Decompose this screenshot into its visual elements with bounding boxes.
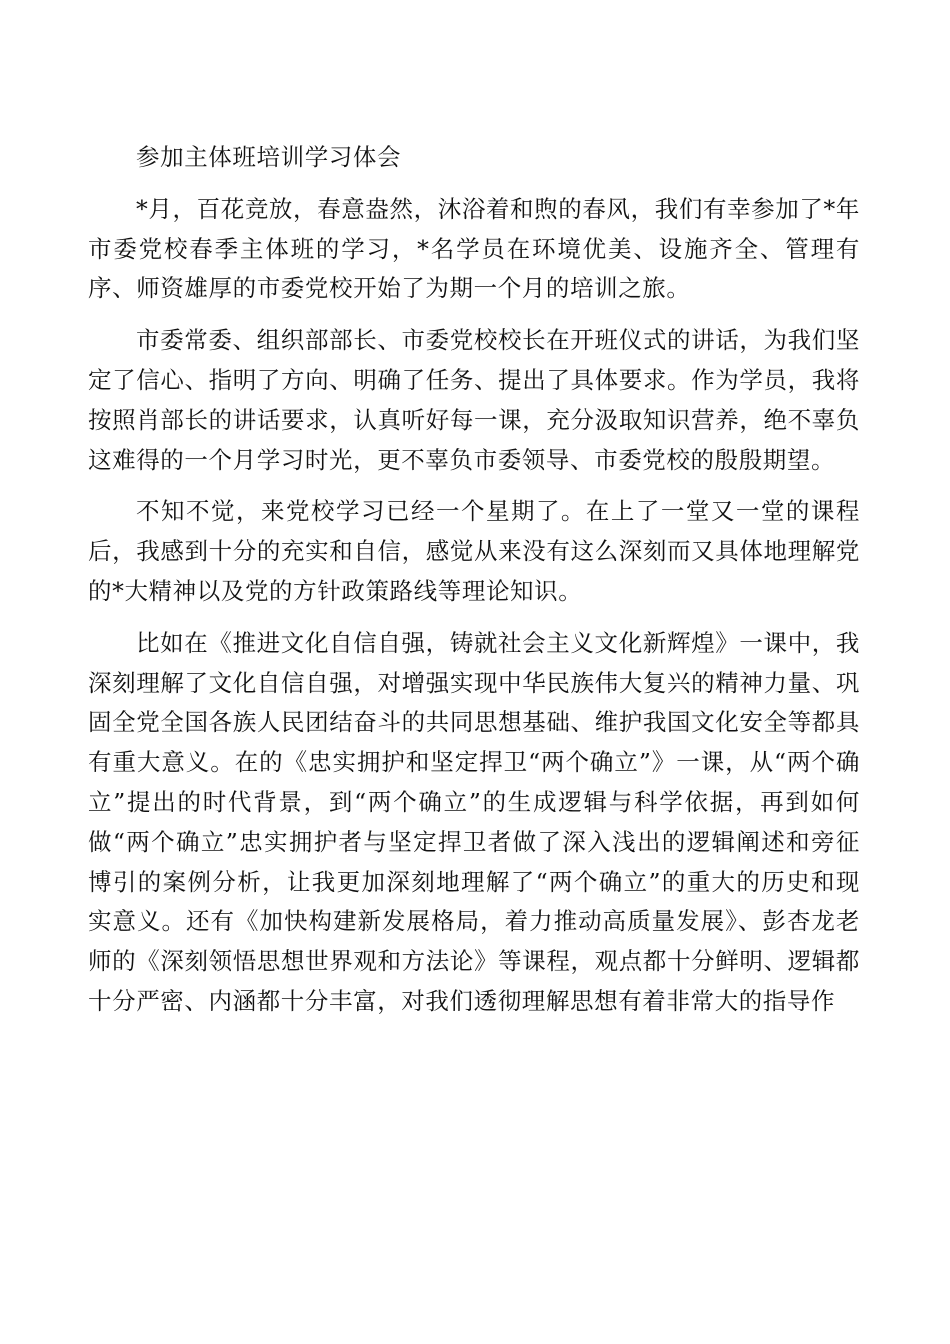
document-page bbox=[88, 138, 860, 1034]
paragraph-1: *月，百花竞放，春意盎然，沐浴着和煦的春风，我们有幸参加了*年市委党校春季主体班的学习，*名学员在环境优美、设施齐全、管理有序、师资雄厚的市委党校开始了为期一个月的培训之旅。 bbox=[88, 194, 860, 303]
paragraph-2: 市委常委、组织部部长、市委党校校长在开班仪式的讲话，为我们坚定了信心、指明了方向、明确了任务、提出了具体要求。作为学员，我将按照肖部长的讲话要求，认真听好每一课，充分汲取知识营养，绝不辜负这难得的一个月学习时光，更不辜负市委领导、市委党校的殷殷期望。 bbox=[88, 326, 860, 474]
paragraph-4: 比如在《推进文化自信自强，铸就社会主义文化新辉煌》一课中，我深刻理解了文化自信自强，对增强实现中华民族伟大复兴的精神力量、巩固全党全国各族人民团结奋斗的共同思想基础、维护我国文化安全等都具有重大意义。在的《忠实拥护和坚定捍卫“两个确立”》一课，从“两个确立”提出的时代背景，到“两个确立”的生成逻辑与科学依据，再到如何做“两个确立”忠实拥护者与坚定捍卫者做了深入浅出的逻辑阐述和旁征博引的案例分析，让我更加深刻地理解了“两个确立”的重大的历史和现实意义。还有《加快构建新发展格局，着力推动高质量发展》、彭杏龙老师的《深刻领悟思想世界观和方法论》等课程，观点都十分鲜明、逻辑都十分严密、内涵都十分丰富，对我们透彻理解思想有着非常大的指导作 bbox=[88, 628, 860, 1015]
document-title: 参加主体班培训学习体会 bbox=[136, 143, 402, 171]
paragraph-3: 不知不觉，来党校学习已经一个星期了。在上了一堂又一堂的课程后，我感到十分的充实和自信，感觉从来没有这么深刻而又具体地理解党的*大精神以及党的方针政策路线等理论知识。 bbox=[88, 497, 860, 605]
